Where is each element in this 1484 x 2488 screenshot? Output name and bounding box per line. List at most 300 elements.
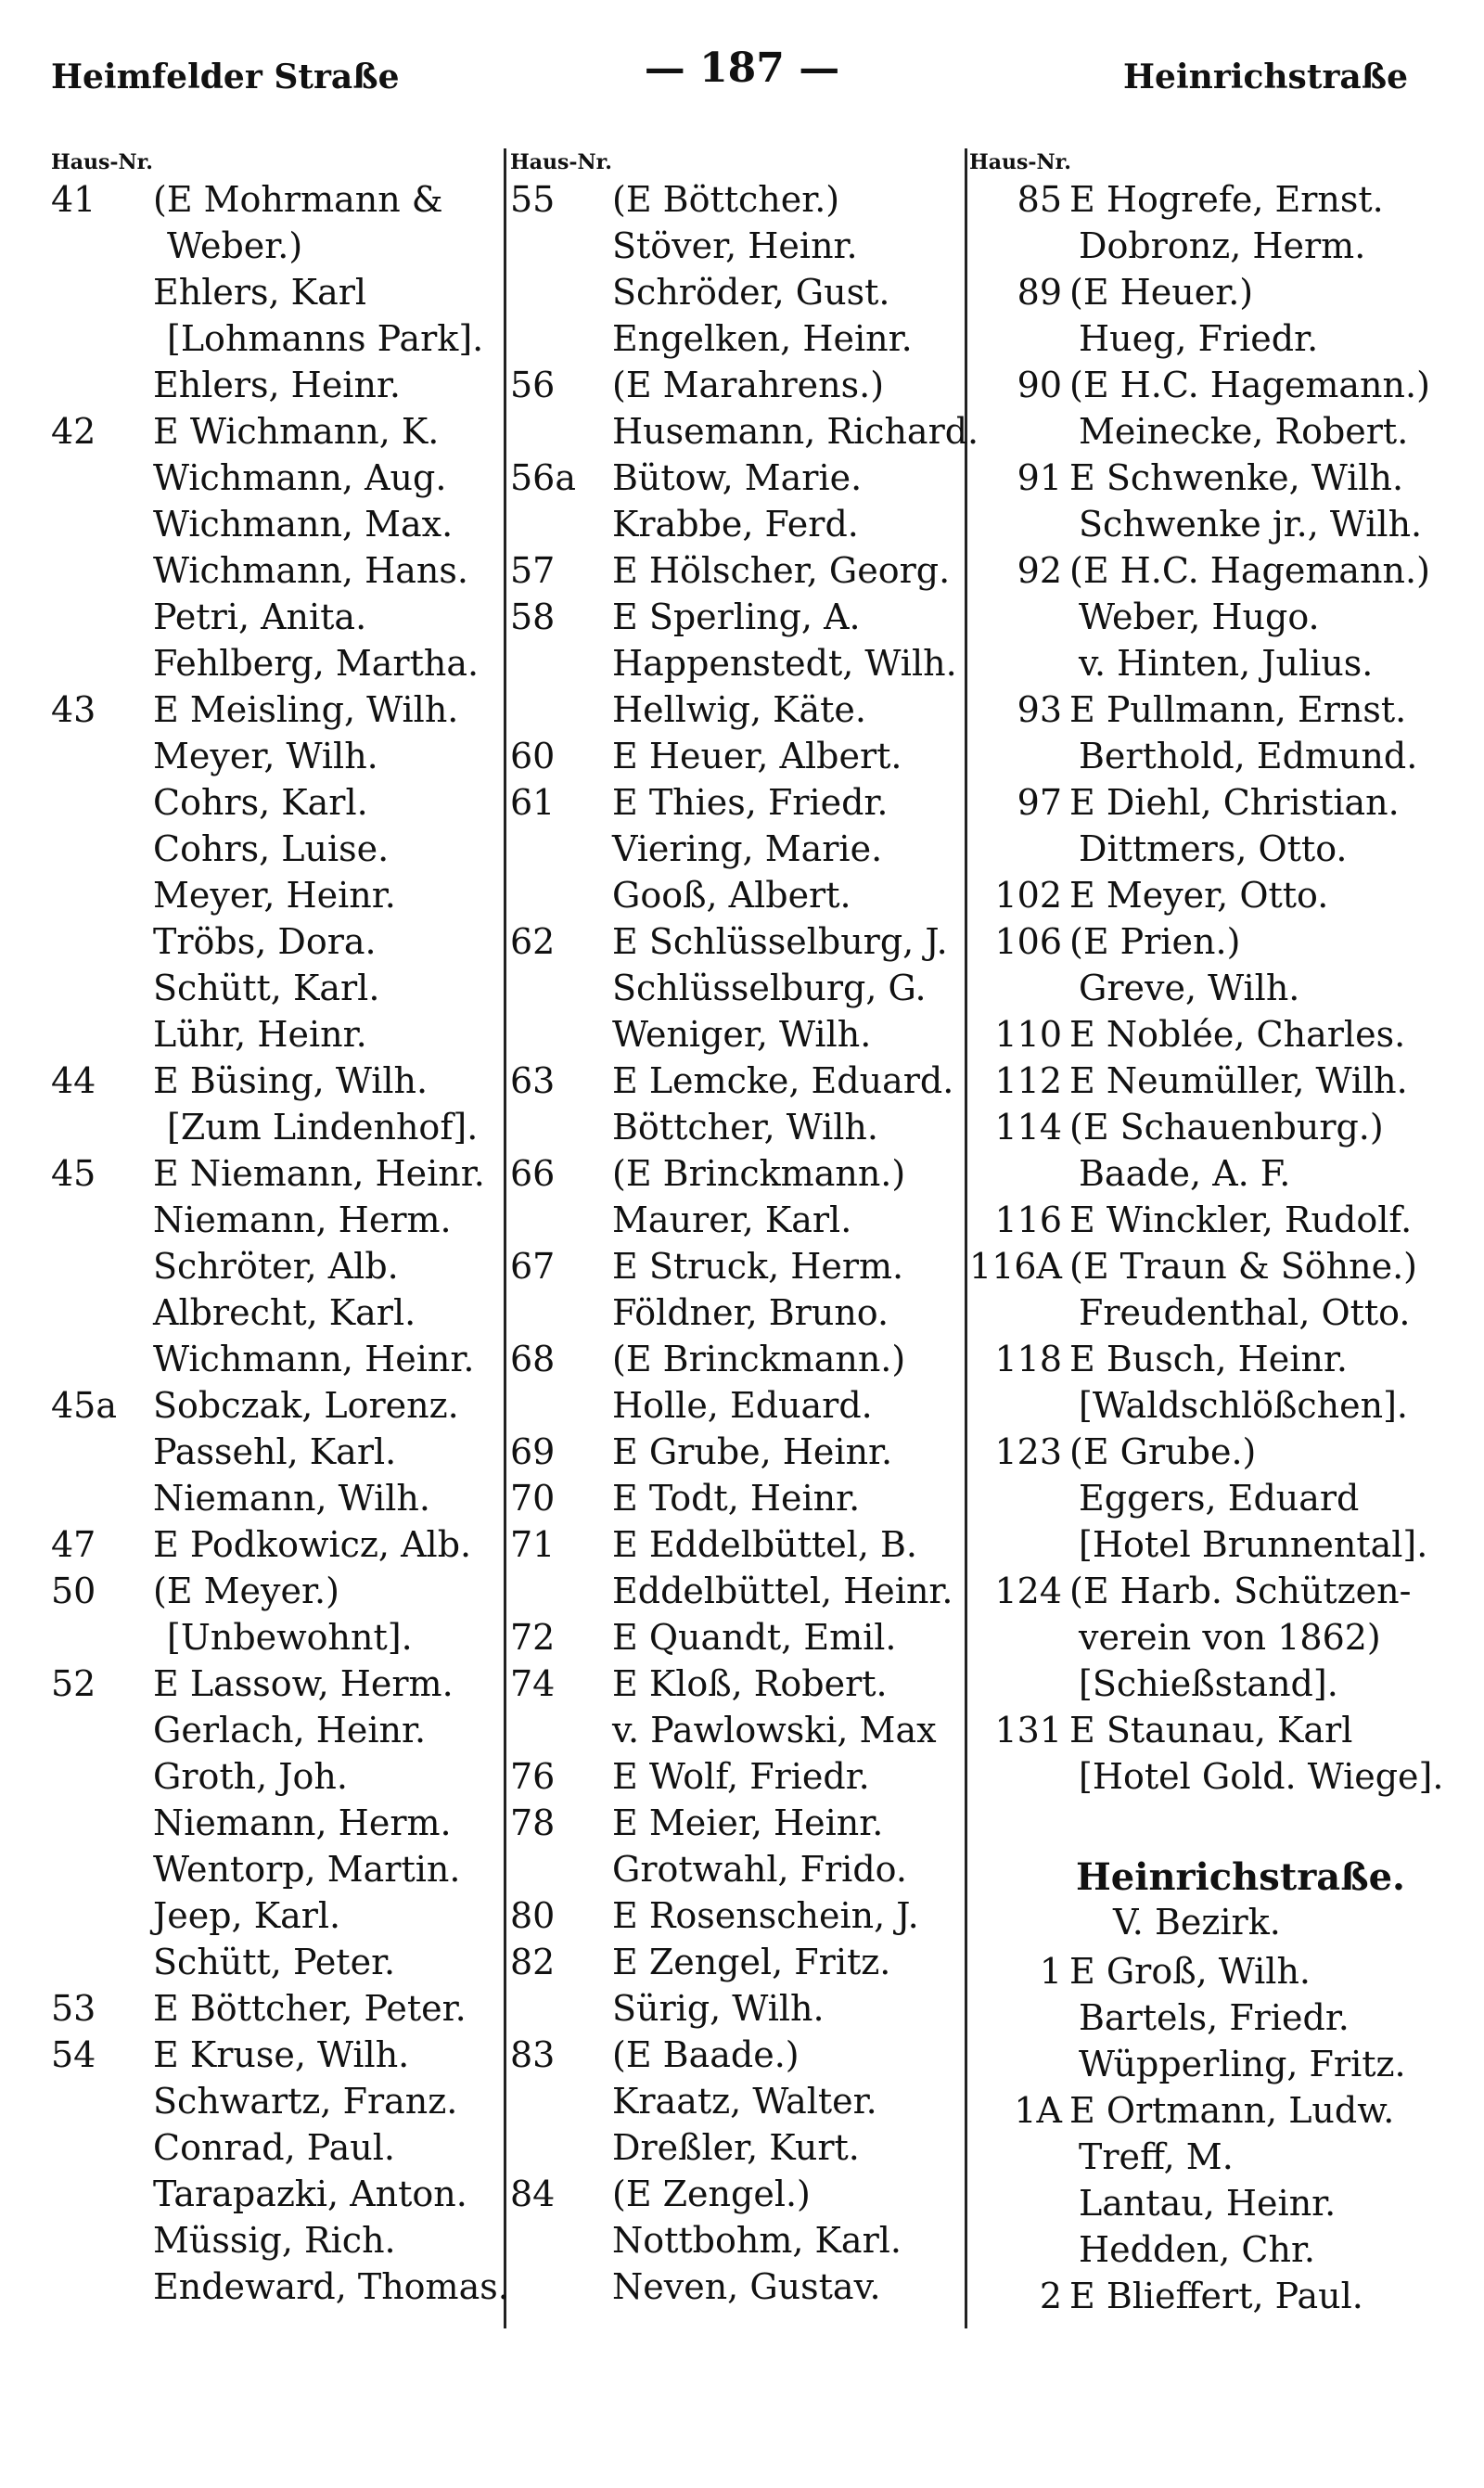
directory-entry [969, 2041, 1433, 2087]
house-number: 116A [969, 1246, 1062, 1287]
directory-entry [969, 733, 1433, 779]
resident-name: Wichmann, Aug. [153, 457, 447, 498]
resident-name: E Schwenke, Wilh. [1069, 457, 1404, 498]
resident-name: Bartels, Friedr. [1079, 1997, 1350, 2038]
resident-name: E Ortmann, Ludw. [1069, 2090, 1395, 2131]
resident-name: Nottbohm, Karl. [612, 2220, 902, 2261]
resident-name: Weber, Hugo. [1079, 596, 1320, 637]
directory-entry [51, 1892, 505, 1939]
directory-entry [510, 965, 965, 1011]
directory-entry [51, 1429, 505, 1475]
resident-name: E Lassow, Herm. [153, 1663, 454, 1704]
directory-entry [51, 1058, 505, 1104]
directory-entry [51, 779, 505, 826]
house-number: 84 [510, 2174, 556, 2214]
resident-name: Eggers, Eduard [1079, 1478, 1360, 1519]
resident-name: E Quandt, Emil. [612, 1617, 897, 1658]
resident-name: Niemann, Herm. [153, 1199, 452, 1240]
directory-entry [969, 362, 1433, 408]
resident-name: Schütt, Karl. [153, 968, 380, 1008]
house-number: 92 [1017, 550, 1062, 591]
directory-entry [51, 1521, 505, 1568]
directory-entry [969, 315, 1433, 362]
directory-entry [510, 223, 965, 269]
resident-name: Schütt, Peter. [153, 1942, 396, 1982]
resident-name: [Schießstand]. [1079, 1663, 1338, 1704]
house-number: 124 [994, 1571, 1062, 1611]
house-number: 57 [510, 550, 556, 591]
directory-entry [51, 1475, 505, 1521]
directory-entry [969, 1568, 1433, 1614]
resident-name: E Noblée, Charles. [1069, 1014, 1406, 1055]
resident-name: Wüpperling, Fritz. [1079, 2044, 1406, 2084]
house-number: 52 [51, 1663, 96, 1704]
resident-name: Hueg, Friedr. [1079, 318, 1319, 359]
directory-entry [510, 779, 965, 826]
house-number: 67 [510, 1246, 556, 1287]
house-number: 72 [510, 1617, 556, 1658]
directory-entry [510, 826, 965, 872]
directory-entry [510, 2032, 965, 2078]
directory-entry [510, 594, 965, 640]
resident-name: Schlüsselburg, G. [612, 968, 927, 1008]
resident-name: [Unbewohnt]. [167, 1617, 413, 1658]
house-number: 74 [510, 1663, 556, 1704]
house-number: 106 [994, 921, 1062, 962]
directory-entry [969, 779, 1433, 826]
directory-entry [510, 1150, 965, 1197]
directory-entry [51, 547, 505, 594]
resident-name: E Podkowicz, Alb. [153, 1524, 472, 1565]
resident-name: E Hogrefe, Ernst. [1069, 179, 1384, 220]
resident-name: E Böttcher, Peter. [153, 1988, 467, 2029]
resident-name: E Zengel, Fritz. [612, 1942, 891, 1982]
directory-entry [51, 1800, 505, 1846]
directory-entry [510, 2078, 965, 2124]
directory-entry [969, 1707, 1433, 1753]
resident-name: Niemann, Wilh. [153, 1478, 430, 1519]
street-title: Heinrichstraße. [1076, 1855, 1405, 1899]
resident-name: Wichmann, Heinr. [153, 1339, 475, 1379]
directory-entry [51, 1939, 505, 1985]
resident-name: Lühr, Heinr. [153, 1014, 367, 1055]
house-number: 41 [51, 179, 96, 220]
resident-name: Schröter, Alb. [153, 1246, 399, 1287]
resident-name: E Schlüsselburg, J. [612, 921, 948, 962]
directory-entry [51, 965, 505, 1011]
house-number: 68 [510, 1339, 556, 1379]
resident-name: E Groß, Wilh. [1069, 1951, 1311, 1992]
resident-name: Albrecht, Karl. [153, 1292, 416, 1333]
directory-entry [510, 733, 965, 779]
directory-entry [51, 1104, 505, 1150]
directory-entry [969, 640, 1433, 686]
house-number: 54 [51, 2034, 96, 2075]
directory-entry [51, 408, 505, 455]
directory-entry [51, 1661, 505, 1707]
house-number: 1 [1039, 1951, 1062, 1992]
directory-entry [51, 501, 505, 547]
directory-entry [510, 1289, 965, 1336]
resident-name: E Pullmann, Ernst. [1069, 689, 1407, 730]
directory-entry [969, 2273, 1433, 2319]
directory-entry [510, 1243, 965, 1289]
resident-name: E Lemcke, Eduard. [612, 1060, 954, 1101]
resident-name: Niemann, Herm. [153, 1802, 452, 1843]
directory-entry [510, 501, 965, 547]
resident-name: (E Prien.) [1069, 921, 1241, 962]
directory-entry [51, 2217, 505, 2264]
directory-entry [969, 269, 1433, 315]
house-number: 91 [1017, 457, 1062, 498]
directory-entry [51, 1707, 505, 1753]
resident-name: E Grube, Heinr. [612, 1431, 893, 1472]
directory-entry [510, 1336, 965, 1382]
resident-name: Conrad, Paul. [153, 2127, 395, 2168]
directory-entry [510, 1661, 965, 1707]
resident-name: Petri, Anita. [153, 596, 367, 637]
resident-name: (E Baade.) [612, 2034, 800, 2075]
directory-entry [51, 2171, 505, 2217]
directory-entry [969, 1104, 1433, 1150]
directory-entry [51, 315, 505, 362]
resident-name: Gooß, Albert. [612, 875, 851, 916]
column-divider [965, 148, 967, 2328]
resident-name: Eddelbüttel, Heinr. [612, 1571, 953, 1611]
resident-name: E Wichmann, K. [153, 411, 440, 452]
directory-entry [969, 1382, 1433, 1429]
directory-entry [969, 594, 1433, 640]
directory-entry [510, 1753, 965, 1800]
directory-entry [51, 1150, 505, 1197]
house-number: 56a [510, 457, 577, 498]
directory-entry [51, 1846, 505, 1892]
directory-entry [510, 1011, 965, 1058]
house-number: 83 [510, 2034, 556, 2075]
directory-entry [51, 872, 505, 918]
header-left: Heimfelder Straße [51, 58, 400, 96]
resident-name: Lantau, Heinr. [1079, 2183, 1337, 2224]
house-number: 112 [994, 1060, 1062, 1101]
district-label: V. Bezirk. [1113, 1902, 1281, 1943]
directory-entry [969, 1150, 1433, 1197]
resident-name: Hedden, Chr. [1079, 2229, 1316, 2270]
resident-name: Meyer, Heinr. [153, 875, 396, 916]
resident-name: Fehlberg, Martha. [153, 643, 480, 684]
resident-name: Dittmers, Otto. [1079, 828, 1348, 869]
resident-name: E Meier, Heinr. [612, 1802, 884, 1843]
resident-name: E Kloß, Robert. [612, 1663, 888, 1704]
resident-name: Freudenthal, Otto. [1079, 1292, 1411, 1333]
resident-name: E Staunau, Karl [1069, 1710, 1353, 1751]
directory-entry [51, 1614, 505, 1661]
directory-entry [51, 826, 505, 872]
resident-name: Kraatz, Walter. [612, 2081, 877, 2122]
house-number: 89 [1017, 272, 1062, 313]
resident-name: [Waldschlößchen]. [1079, 1385, 1409, 1426]
directory-entry [969, 686, 1433, 733]
house-number: 53 [51, 1988, 96, 2029]
house-number: 69 [510, 1431, 556, 1472]
resident-name: (E Heuer.) [1069, 272, 1254, 313]
resident-name: Meinecke, Robert. [1079, 411, 1409, 452]
column-label: Haus-Nr. [969, 150, 1071, 174]
directory-entry [969, 1753, 1444, 1800]
resident-name: (E Brinckmann.) [612, 1339, 906, 1379]
resident-name: Cohrs, Luise. [153, 828, 390, 869]
house-number: 50 [51, 1571, 96, 1611]
column-label: Haus-Nr. [51, 150, 153, 174]
house-number: 60 [510, 736, 556, 776]
resident-name: v. Pawlowski, Max [612, 1710, 937, 1751]
resident-name: [Hotel Brunnental]. [1079, 1524, 1428, 1565]
house-number: 71 [510, 1524, 556, 1565]
resident-name: E Büsing, Wilh. [153, 1060, 429, 1101]
resident-name: [Hotel Gold. Wiege]. [1079, 1756, 1444, 1797]
directory-entry [510, 1707, 965, 1753]
house-number: 82 [510, 1942, 556, 1982]
directory-entry [969, 826, 1433, 872]
resident-name: Happenstedt, Wilh. [612, 643, 957, 684]
house-number: 78 [510, 1802, 556, 1843]
resident-name: (E H.C. Hagemann.) [1069, 365, 1430, 405]
directory-entry [969, 1011, 1433, 1058]
resident-name: Engelken, Heinr. [612, 318, 913, 359]
directory-entry [969, 1289, 1433, 1336]
house-number: 70 [510, 1478, 556, 1519]
resident-name: (E Meyer.) [153, 1571, 339, 1611]
directory-entry [510, 1985, 965, 2032]
directory-entry [969, 1948, 1433, 1994]
directory-entry [969, 455, 1433, 501]
directory-entry [51, 918, 505, 965]
resident-name: Müssig, Rich. [153, 2220, 396, 2261]
directory-entry [510, 1382, 965, 1429]
directory-entry [510, 455, 965, 501]
house-number: 47 [51, 1524, 96, 1565]
directory-entry [510, 640, 965, 686]
house-number: 102 [994, 875, 1062, 916]
directory-entry [51, 2078, 505, 2124]
resident-name: E Winckler, Rudolf. [1069, 1199, 1413, 1240]
resident-name: (E Mohrmann & [153, 179, 443, 220]
directory-entry [51, 686, 505, 733]
resident-name: Weber.) [167, 225, 303, 266]
resident-name: Krabbe, Ferd. [612, 504, 859, 545]
resident-name: E Wolf, Friedr. [612, 1756, 870, 1797]
resident-name: Groth, Joh. [153, 1756, 348, 1797]
house-number: 56 [510, 365, 556, 405]
resident-name: E Struck, Herm. [612, 1246, 904, 1287]
directory-entry [510, 686, 965, 733]
directory-entry [51, 1197, 505, 1243]
house-number: 110 [994, 1014, 1062, 1055]
directory-entry [969, 1197, 1433, 1243]
house-number: 80 [510, 1895, 556, 1936]
resident-name: Sobczak, Lorenz. [153, 1385, 459, 1426]
resident-name: Wichmann, Hans. [153, 550, 468, 591]
house-number: 123 [994, 1431, 1062, 1472]
resident-name: Viering, Marie. [612, 828, 883, 869]
directory-entry [969, 1475, 1433, 1521]
resident-name: Földner, Bruno. [612, 1292, 889, 1333]
resident-name: E Blieffert, Paul. [1069, 2276, 1363, 2316]
directory-entry [51, 1382, 505, 1429]
directory-entry [510, 2264, 965, 2310]
column-label: Haus-Nr. [510, 150, 612, 174]
resident-name: Gerlach, Heinr. [153, 1710, 427, 1751]
house-number: 42 [51, 411, 96, 452]
directory-entry [51, 1243, 505, 1289]
resident-name: (E Grube.) [1069, 1431, 1257, 1472]
directory-entry [969, 1429, 1433, 1475]
resident-name: Grotwahl, Frido. [612, 1849, 907, 1890]
resident-name: Jeep, Karl. [153, 1895, 341, 1936]
house-number: 66 [510, 1153, 556, 1194]
resident-name: v. Hinten, Julius. [1079, 643, 1374, 684]
resident-name: Neven, Gustav. [612, 2266, 881, 2307]
directory-entry [969, 1243, 1433, 1289]
directory-entry [510, 1846, 965, 1892]
directory-entry [51, 1289, 505, 1336]
resident-name: Hellwig, Käte. [612, 689, 866, 730]
resident-name: Holle, Eduard. [612, 1385, 873, 1426]
directory-entry [510, 362, 965, 408]
directory-entry [969, 2226, 1433, 2273]
house-number: 61 [510, 782, 556, 823]
directory-entry [510, 1892, 965, 1939]
resident-name: (E Brinckmann.) [612, 1153, 906, 1194]
resident-name: (E Zengel.) [612, 2174, 811, 2214]
directory-entry [510, 1800, 965, 1846]
resident-name: E Busch, Heinr. [1069, 1339, 1348, 1379]
directory-entry [51, 455, 505, 501]
directory-entry [969, 1058, 1433, 1104]
resident-name: Dobronz, Herm. [1079, 225, 1366, 266]
house-number: 131 [994, 1710, 1062, 1751]
resident-name: Bütow, Marie. [612, 457, 863, 498]
directory-entry [510, 1197, 965, 1243]
directory-entry [969, 1661, 1433, 1707]
resident-name: Schwartz, Franz. [153, 2081, 458, 2122]
house-number: 45a [51, 1385, 118, 1426]
house-number: 85 [1017, 179, 1062, 220]
directory-entry [510, 2171, 965, 2217]
directory-entry [510, 1614, 965, 1661]
directory-entry [510, 1568, 965, 1614]
directory-entry [510, 547, 965, 594]
resident-name: Passehl, Karl. [153, 1431, 397, 1472]
house-number: 62 [510, 921, 556, 962]
resident-name: Berthold, Edmund. [1079, 736, 1418, 776]
resident-name: verein von 1862) [1079, 1617, 1381, 1658]
directory-entry [51, 1753, 505, 1800]
resident-name: [Lohmanns Park]. [167, 318, 484, 359]
house-number: 93 [1017, 689, 1062, 730]
resident-name: Stöver, Heinr. [612, 225, 858, 266]
resident-name: E Niemann, Heinr. [153, 1153, 485, 1194]
directory-entry [510, 2124, 965, 2171]
directory-entry [51, 640, 505, 686]
directory-entry [510, 315, 965, 362]
directory-entry [51, 2032, 505, 2078]
resident-name: Baade, A. F. [1079, 1153, 1291, 1194]
directory-entry [51, 1985, 505, 2032]
directory-entry [969, 223, 1433, 269]
resident-name: Weniger, Wilh. [612, 1014, 872, 1055]
house-number: 76 [510, 1756, 556, 1797]
directory-entry [969, 2134, 1433, 2180]
directory-entry [969, 408, 1433, 455]
house-number: 1A [1014, 2090, 1062, 2131]
house-number: 116 [994, 1199, 1062, 1240]
resident-name: E Sperling, A. [612, 596, 861, 637]
resident-name: E Todt, Heinr. [612, 1478, 861, 1519]
directory-entry [510, 1939, 965, 1985]
directory-entry [51, 269, 505, 315]
directory-entry [51, 1336, 505, 1382]
house-number: 2 [1039, 2276, 1062, 2316]
resident-name: E Rosenschein, J. [612, 1895, 919, 1936]
directory-entry [969, 918, 1433, 965]
house-number: 63 [510, 1060, 556, 1101]
resident-name: E Kruse, Wilh. [153, 2034, 410, 2075]
house-number: 118 [994, 1339, 1062, 1379]
directory-entry [510, 2217, 965, 2264]
directory-entry [510, 918, 965, 965]
directory-entry [510, 1104, 965, 1150]
directory-entry [510, 1521, 965, 1568]
resident-name: (E Traun & Söhne.) [1069, 1246, 1417, 1287]
directory-entry [969, 2180, 1433, 2226]
house-number: 45 [51, 1153, 96, 1194]
resident-name: (E Harb. Schützen- [1069, 1571, 1412, 1611]
resident-name: Sürig, Wilh. [612, 1988, 825, 2029]
directory-entry [51, 733, 505, 779]
house-number: 90 [1017, 365, 1062, 405]
directory-entry [969, 2087, 1433, 2134]
house-number: 44 [51, 1060, 96, 1101]
directory-entry [969, 1336, 1433, 1382]
directory-entry [510, 1429, 965, 1475]
directory-entry [969, 872, 1433, 918]
resident-name: Meyer, Wilh. [153, 736, 378, 776]
directory-entry [969, 1994, 1433, 2041]
header-right: Heinrichstraße [1123, 58, 1408, 96]
resident-name: E Meisling, Wilh. [153, 689, 459, 730]
resident-name: Greve, Wilh. [1079, 968, 1300, 1008]
resident-name: E Neumüller, Wilh. [1069, 1060, 1408, 1101]
house-number: 43 [51, 689, 96, 730]
directory-entry [51, 2124, 505, 2171]
directory-entry [51, 362, 505, 408]
directory-entry [510, 1475, 965, 1521]
resident-name: E Thies, Friedr. [612, 782, 889, 823]
directory-entry [969, 1614, 1433, 1661]
directory-entry [969, 965, 1433, 1011]
resident-name: Tröbs, Dora. [153, 921, 377, 962]
directory-entry [510, 872, 965, 918]
directory-entry [51, 1568, 505, 1614]
resident-name: Wentorp, Martin. [153, 1849, 461, 1890]
resident-name: (E H.C. Hagemann.) [1069, 550, 1430, 591]
resident-name: E Meyer, Otto. [1069, 875, 1329, 916]
directory-entry [510, 269, 965, 315]
resident-name: Böttcher, Wilh. [612, 1107, 878, 1148]
resident-name: Schwenke jr., Wilh. [1079, 504, 1423, 545]
resident-name: E Eddelbüttel, B. [612, 1524, 917, 1565]
directory-entry [51, 594, 505, 640]
